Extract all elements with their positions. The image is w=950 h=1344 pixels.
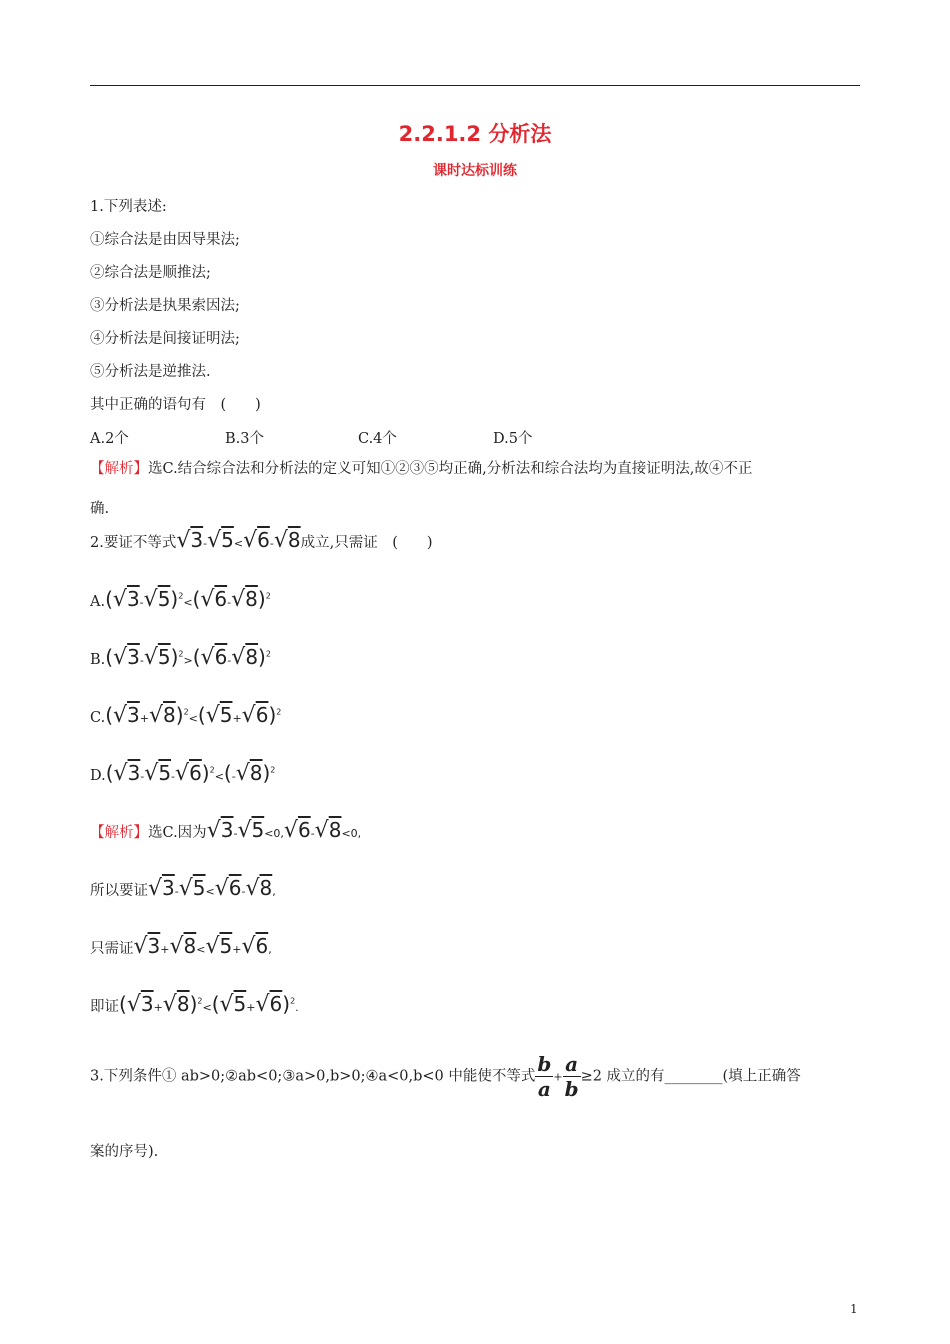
- page-number: 1: [850, 1302, 858, 1316]
- q1-analysis-line2: 确.: [90, 501, 110, 517]
- analysis-tag: 【解析】: [90, 825, 148, 841]
- q2-analysis-line4: 即证$(√3+√8)^2<(√5+√6)^2$.: [90, 992, 299, 1017]
- q1-option-c: C.4个: [358, 431, 397, 447]
- q2-option-d: $D.(√3-√5-√6)^2<(-√8)^2$: [90, 761, 276, 786]
- q1-ask: 其中正确的语句有 ( ): [90, 397, 261, 413]
- q2-analysis-line2: 所以要证√3-√5<√6-√8,: [90, 876, 276, 901]
- fraction-b-over-a: $\frac{b}{a}$: [537, 1052, 552, 1101]
- header-rule: [90, 85, 860, 86]
- q1-item-2: ②综合法是顺推法;: [90, 265, 211, 281]
- q1-item-3: ③分析法是执果索因法;: [90, 298, 240, 314]
- page-subtitle: 课时达标训练: [433, 163, 517, 179]
- q3-stem-line2: 案的序号).: [90, 1144, 159, 1160]
- q1-option-d: D.5个: [493, 431, 533, 447]
- q1-option-a: A.2个: [90, 431, 129, 447]
- q2-option-a: $A.(√3-√5)^2<(√6-√8)^2$: [90, 587, 271, 612]
- analysis-tag: 【解析】: [90, 461, 148, 477]
- q2-inequality: √3-√5<√6-√8: [176, 528, 301, 553]
- fraction-a-over-b: $\frac{a}{b}$: [564, 1052, 579, 1101]
- q1-item-5: ⑤分析法是逆推法.: [90, 364, 211, 380]
- q2-stem: 2.要证不等式√3-√5<√6-√8成立,只需证 ( ): [90, 528, 433, 553]
- q1-item-1: ①综合法是由因导果法;: [90, 232, 240, 248]
- q1-analysis-text: 选C.结合综合法和分析法的定义可知①②③⑤均正确,分析法和综合法均为直接证明法,故④不正: [148, 461, 753, 477]
- q2-option-b: $B.(√3-√5)^2>(√6-√8)^2$: [90, 645, 271, 670]
- q2-option-c: $C.(√3+√8)^2<(√5+√6)^2$: [90, 703, 282, 728]
- page-title: 2.2.1.2 分析法: [398, 122, 552, 146]
- q2-analysis-line3: 只需证√3+√8<√5+√6,: [90, 934, 272, 959]
- q1-item-4: ④分析法是间接证明法;: [90, 331, 240, 347]
- q3-stem: 3.下列条件① ab>0;②ab<0;③a>0,b>0;④a<0,b<0 中能使不等式 $\frac{b}{a}$ + $\frac{a}{b}$ ≥2 成立的有________(填上正确答: [90, 1052, 801, 1101]
- q1-analysis: [90, 457, 752, 478]
- q1-option-b: B.3个: [225, 431, 264, 447]
- q1-stem: 1.下列表述:: [90, 199, 167, 215]
- q2-analysis: 【解析】选C.因为√3-√5<0,√6-√8<0,: [90, 818, 362, 843]
